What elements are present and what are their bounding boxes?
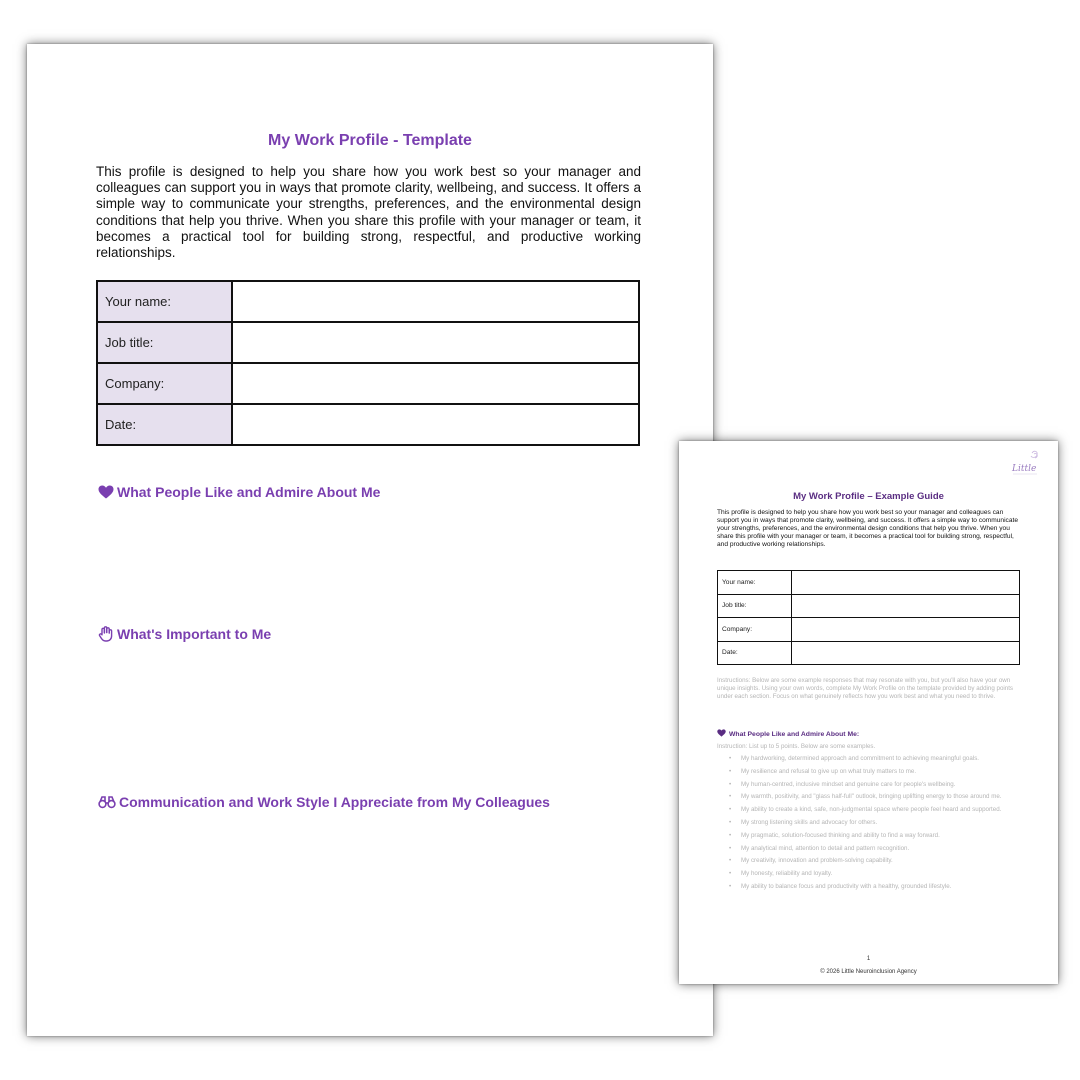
job-title-field[interactable]: [232, 322, 639, 363]
section-instruction: Instruction: List up to 5 points. Below are some examples.: [717, 743, 876, 750]
section-heading-admire: [717, 729, 859, 739]
copyright-footer: © 2026 Little Neuroinclusion Agency: [820, 969, 917, 975]
example-guide-page: [679, 441, 1058, 984]
name-field[interactable]: [232, 281, 639, 322]
template-page: [27, 44, 713, 1036]
company-field[interactable]: [792, 618, 1020, 642]
section-title: What People Like and Admire About Me: [117, 484, 381, 500]
hand-icon: [98, 625, 114, 642]
list-item: • My honesty, reliability and loyalty.: [729, 870, 1021, 877]
table-row: [97, 363, 639, 404]
date-field[interactable]: [792, 641, 1020, 665]
intro-paragraph: This profile is designed to help you share how you work best so your manager and colleagues can support you in ways that promote clarity, wellbeing, and success. It offers a simple way to communicate your strengths, preferences, and the environmental design conditions that help you thrive. When you share this profile with your manager or team, it becomes a practical tool for building strong, respectful, and productive working relationships.: [96, 164, 641, 261]
list-item: • My warmth, positivity, and "glass half-full" outlook, bringing uplifting energy to those around me.: [729, 793, 1021, 800]
binoculars-icon: [98, 795, 116, 809]
field-label: Date:: [718, 641, 792, 665]
table-row: [97, 281, 639, 322]
section-title: What People Like and Admire About Me:: [729, 730, 860, 738]
section-title: What's Important to Me: [117, 625, 272, 642]
list-item: • My ability to balance focus and productivity with a healthy, grounded lifestyle.: [729, 883, 1021, 890]
field-label: Job title:: [718, 594, 792, 618]
list-item: • My hardworking, determined approach and commitment to achieving meaningful goals.: [729, 755, 1021, 762]
agency-logo: [1010, 449, 1040, 479]
list-item: • My resilience and refusal to give up on what truly matters to me.: [729, 768, 1021, 775]
list-item: • My analytical mind, attention to detail and pattern recognition.: [729, 845, 1021, 852]
instructions-text: Instructions: Below are some example responses that may resonate with you, but you'll also have your own unique insights. Using your own words, complete My Work Profile on the template provided by adding points under each section. Focus on what genuinely reflects how you work best and what you need to thrive.: [717, 677, 1014, 700]
table-row: [718, 641, 1020, 665]
section-heading-important: [98, 625, 271, 642]
job-title-field[interactable]: [792, 594, 1020, 618]
list-item: • My human-centred, inclusive mindset and genuine care for people's wellbeing.: [729, 781, 1021, 788]
date-field[interactable]: [232, 404, 639, 445]
heart-icon: [98, 485, 114, 499]
section-heading-communication: [98, 794, 550, 810]
list-item: • My ability to create a kind, safe, non-judgmental space where people feel heard and supported.: [729, 806, 1021, 813]
list-item: • My creativity, innovation and problem-solving capability.: [729, 857, 1021, 864]
details-table: [717, 570, 1020, 665]
table-row: [97, 404, 639, 445]
table-row: [97, 322, 639, 363]
page-number: 1: [866, 956, 871, 962]
intro-paragraph: This profile is designed to help you share how you work best so your manager and colleagues can support you in ways that promote clarity, wellbeing, and success. It offers a simple way to communicate your strengths, preferences, and the environmental design conditions that help you thrive. When you share this profile with your manager or team, it becomes a practical tool for building strong, respectful, and productive working relationships.: [717, 509, 1019, 548]
field-label: Date:: [97, 404, 232, 445]
heart-icon: [717, 729, 726, 739]
section-heading-admire: [98, 484, 380, 500]
field-label: Your name:: [97, 281, 232, 322]
svg-text:Little: Little: [1012, 464, 1037, 474]
company-field[interactable]: [232, 363, 639, 404]
list-item: • My pragmatic, solution-focused thinking and ability to find a way forward.: [729, 832, 1021, 839]
table-row: [718, 571, 1020, 595]
name-field[interactable]: [792, 571, 1020, 595]
page-title: My Work Profile - Template: [268, 132, 472, 149]
table-row: [718, 618, 1020, 642]
field-label: Company:: [718, 618, 792, 642]
field-label: Your name:: [718, 571, 792, 595]
field-label: Job title:: [97, 322, 232, 363]
examples-list: [729, 755, 1021, 896]
details-table: [96, 280, 640, 446]
list-item: • My strong listening skills and advocacy for others.: [729, 819, 1021, 826]
field-label: Company:: [97, 363, 232, 404]
table-row: [718, 594, 1020, 618]
section-title: Communication and Work Style I Appreciate from My Colleagues: [119, 794, 550, 810]
page-title: My Work Profile – Example Guide: [793, 491, 944, 502]
